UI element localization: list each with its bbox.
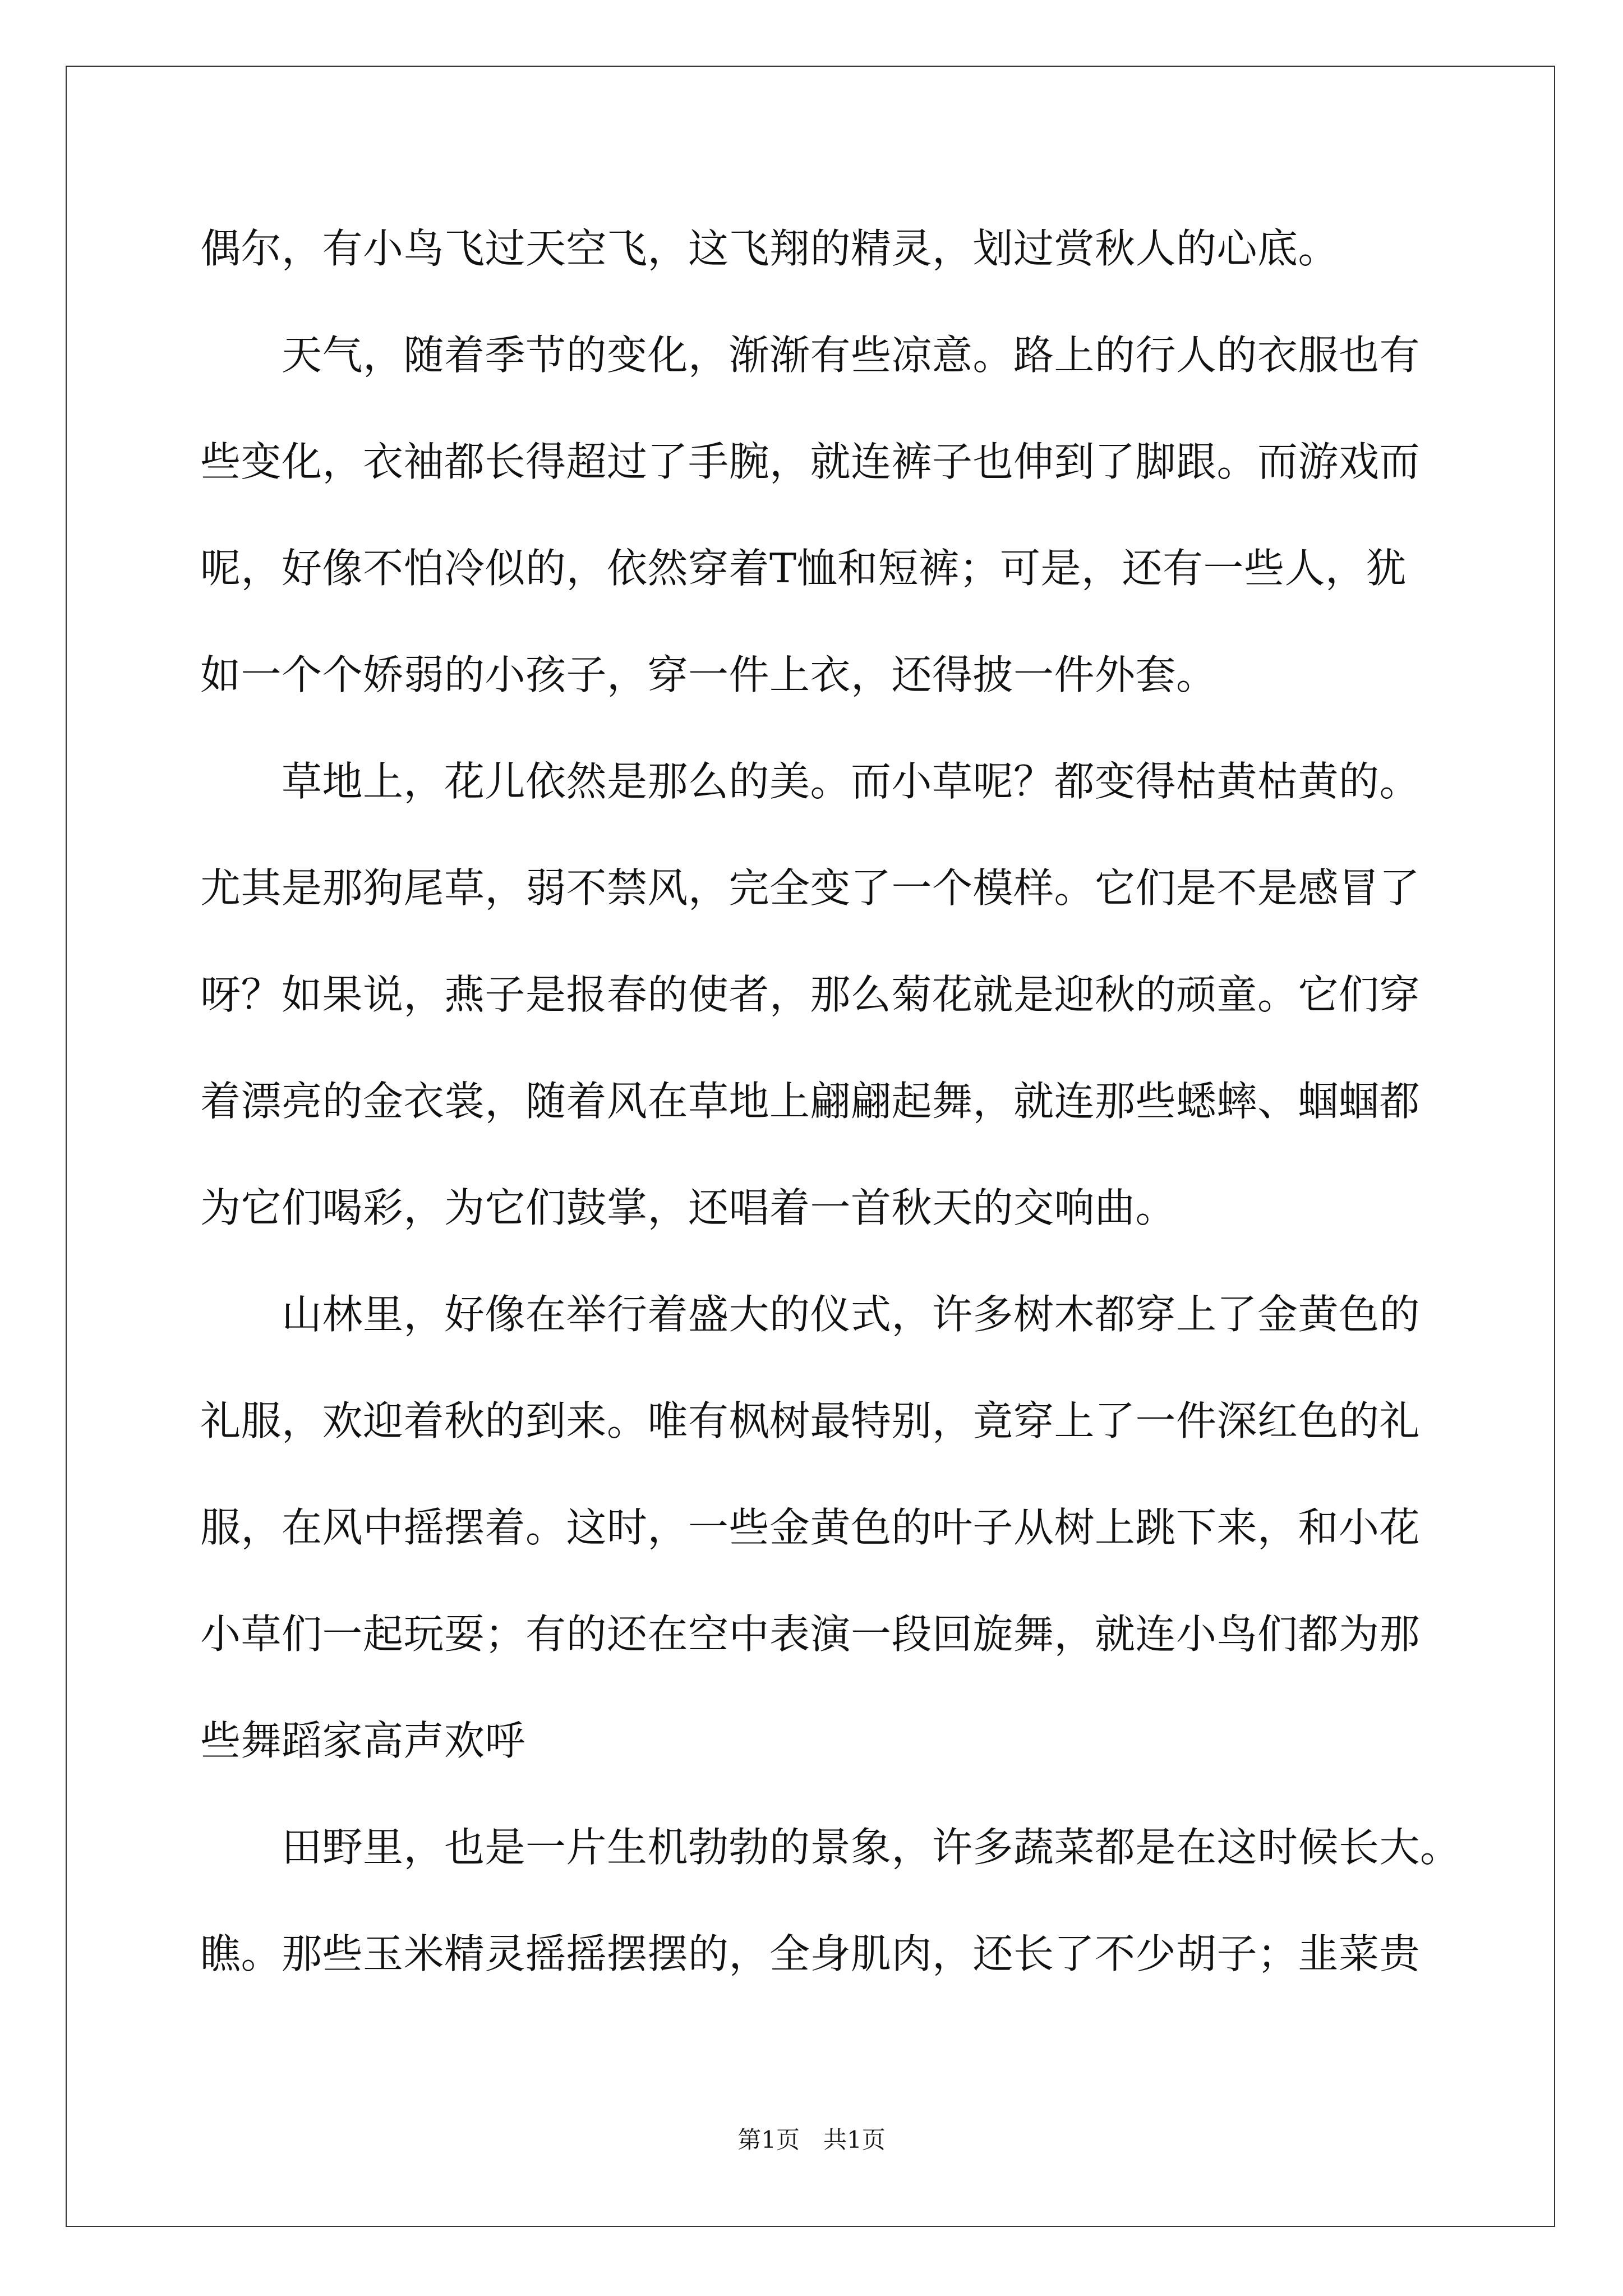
paragraph [200, 302, 1490, 728]
text-line: 如一个个娇弱的小孩子，穿一件上衣，还得披一件外套。 [200, 651, 1217, 698]
text-line: 呢，好像不怕冷似的，依然穿着T恤和短裤；可是，还有一些人，犹 [200, 545, 1407, 592]
page-number-footer: 第1页 共1页 [737, 2126, 886, 2154]
text-line: 些舞蹈家高声欢呼 [200, 1717, 526, 1764]
text-line: 瞧。那些玉米精灵摇摇摆摆的，全身肌肉，还长了不少胡子；韭菜贵 [200, 1930, 1421, 1977]
paragraph [200, 195, 1490, 302]
text-line: 小草们一起玩耍；有的还在空中表演一段回旋舞，就连小鸟们都为那 [200, 1611, 1421, 1658]
text-line: 尤其是那狗尾草，弱不禁风，完全变了一个模样。它们是不是感冒了 [200, 864, 1421, 912]
text-line: 天气，随着季节的变化，渐渐有些凉意。路上的行人的衣服也有 [282, 332, 1421, 379]
text-line: 田野里，也是一片生机勃勃的景象，许多蔬菜都是在这时候长大。 [282, 1824, 1461, 1871]
text-line: 偶尔，有小鸟飞过天空飞，这飞翔的精灵，划过赏秋人的心底。 [200, 225, 1339, 272]
paragraph [200, 728, 1490, 1261]
document-body [200, 195, 1490, 2007]
paragraph [200, 1261, 1490, 1794]
paragraph [200, 1794, 1490, 2007]
text-line: 草地上，花儿依然是那么的美。而小草呢？都变得枯黄枯黄的。 [282, 758, 1421, 805]
text-line: 些变化，衣袖都长得超过了手腕，就连裤子也伸到了脚跟。而游戏而 [200, 438, 1421, 485]
text-line: 着漂亮的金衣裳，随着风在草地上翩翩起舞，就连那些蟋蟀、蝈蝈都 [200, 1078, 1421, 1125]
text-line: 礼服，欢迎着秋的到来。唯有枫树最特别，竟穿上了一件深红色的礼 [200, 1397, 1421, 1444]
text-line: 呀？如果说，燕子是报春的使者，那么菊花就是迎秋的顽童。它们穿 [200, 971, 1421, 1018]
text-line: 服，在风中摇摆着。这时，一些金黄色的叶子从树上跳下来，和小花 [200, 1504, 1421, 1551]
text-line: 山林里，好像在举行着盛大的仪式，许多树木都穿上了金黄色的 [282, 1291, 1421, 1338]
text-line: 为它们喝彩，为它们鼓掌，还唱着一首秋天的交响曲。 [200, 1184, 1177, 1231]
